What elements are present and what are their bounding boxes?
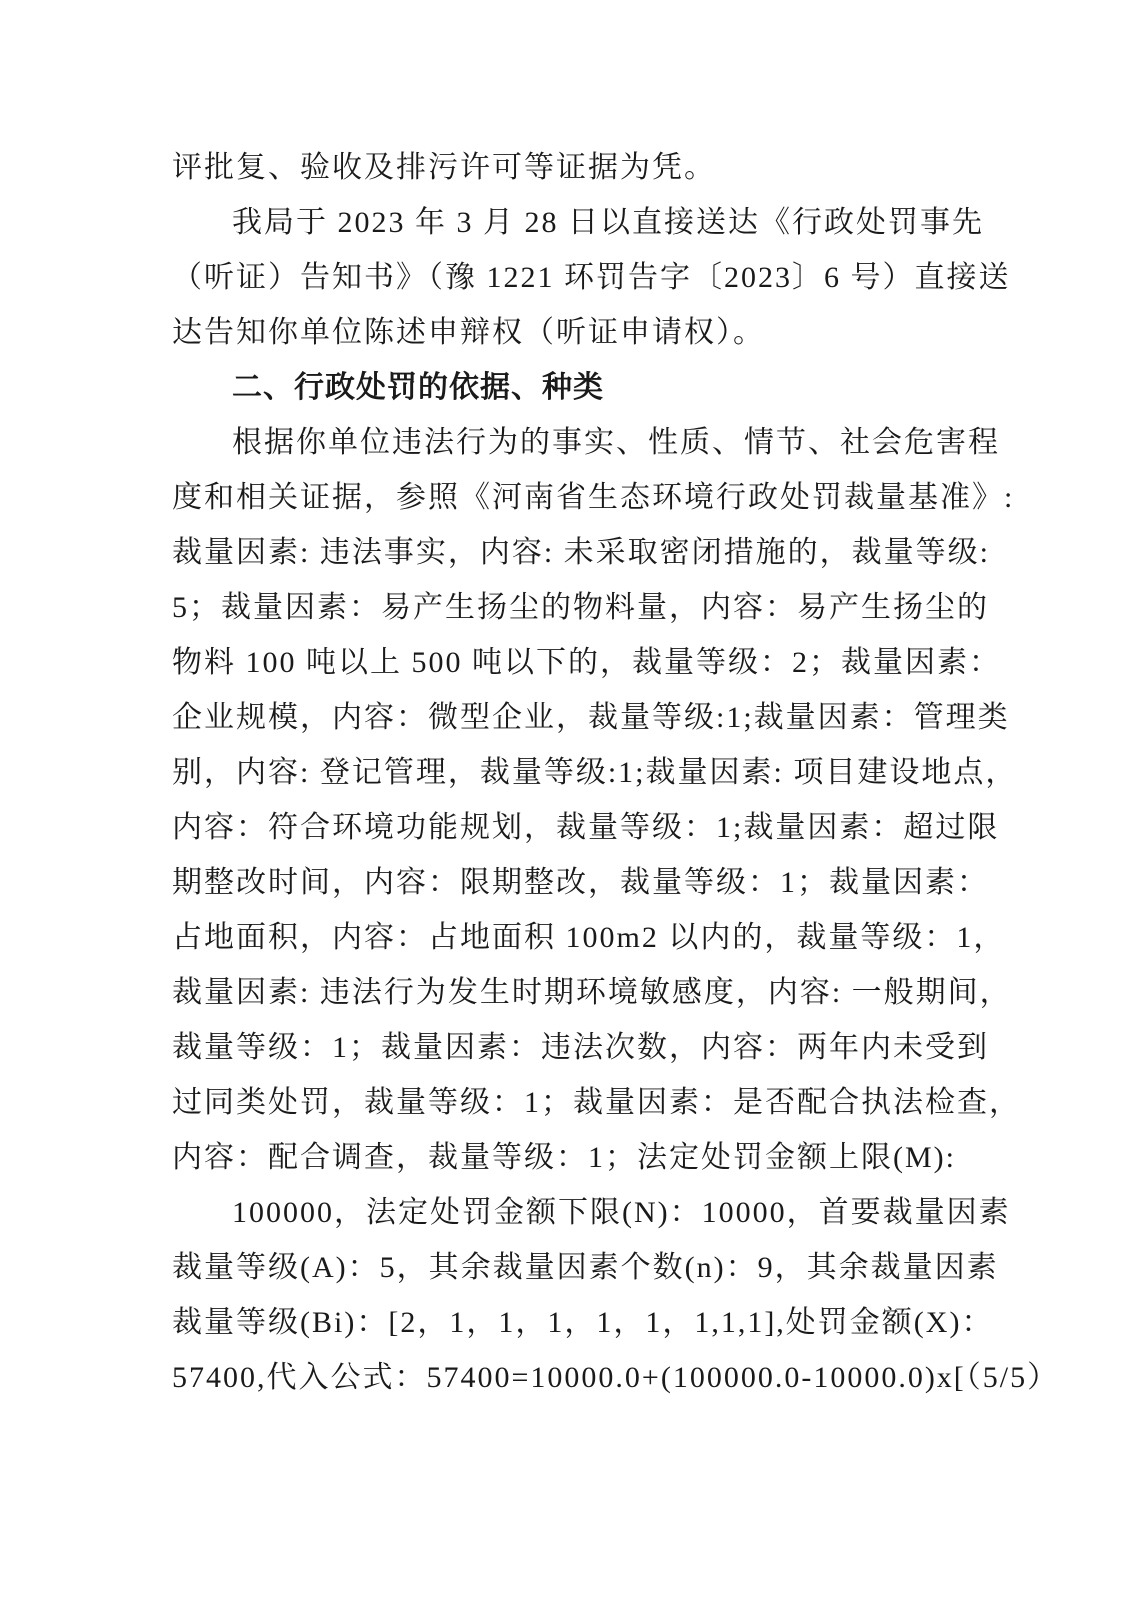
section-heading: 二、行政处罚的依据、种类 — [232, 371, 604, 404]
body-text-line: 别，内容: 登记管理，裁量等级:1;裁量因素: 项目建设地点， — [172, 756, 1018, 789]
body-text-line: 评批复、验收及排污许可等证据为凭。 — [172, 151, 716, 184]
body-text-line: 裁量等级(A)：5，其余裁量因素个数(n)：9，其余裁量因素 — [172, 1251, 999, 1284]
body-text-line: （听证）告知书》（豫 1221 环罚告字〔2023〕6 号）直接送 — [172, 261, 1011, 294]
body-text-line: 期整改时间，内容：限期整改，裁量等级：1；裁量因素： — [172, 866, 989, 899]
body-text-line: 我局于 2023 年 3 月 28 日以直接送达《行政处罚事先 — [232, 206, 984, 239]
body-text-line: 过同类处罚，裁量等级：1；裁量因素：是否配合执法检查， — [172, 1086, 1021, 1119]
body-text-line: 裁量因素: 违法行为发生时期环境敏感度，内容: 一般期间， — [172, 976, 1012, 1009]
body-text-line: 裁量等级：1；裁量因素：违法次数，内容：两年内未受到 — [172, 1031, 989, 1064]
body-text-line: 裁量因素: 违法事实，内容: 未采取密闭措施的，裁量等级: — [172, 536, 991, 569]
body-text-line: 达告知你单位陈述申辩权（听证申请权）。 — [172, 316, 765, 349]
body-text-line: 100000，法定处罚金额下限(N)：10000，首要裁量因素 — [232, 1196, 1011, 1229]
body-text-line: 内容：符合环境功能规划，裁量等级：1;裁量因素：超过限 — [172, 811, 1000, 844]
body-text-line: 物料 100 吨以上 500 吨以下的，裁量等级：2；裁量因素： — [172, 646, 1001, 679]
body-text-line: 度和相关证据，参照《河南省生态环境行政处罚裁量基准》: — [172, 481, 1015, 514]
body-text-line: 根据你单位违法行为的事实、性质、情节、社会危害程 — [232, 426, 1000, 459]
body-text-line: 企业规模，内容：微型企业，裁量等级:1;裁量因素：管理类 — [172, 701, 1010, 734]
body-text-line: 占地面积，内容：占地面积 100m2 以内的，裁量等级：1， — [172, 921, 1006, 954]
body-text-line: 5；裁量因素：易产生扬尘的物料量，内容：易产生扬尘的 — [172, 591, 989, 624]
body-text-line: 裁量等级(Bi)：[2，1，1，1，1，1，1,1,1],处罚金额(X)： — [172, 1306, 994, 1339]
body-text-line: 57400,代入公式：57400=10000.0+(100000.0-10000.0)x[（5/5） — [172, 1361, 1060, 1394]
body-text-line: 内容：配合调查，裁量等级：1；法定处罚金额上限(M): — [172, 1141, 956, 1174]
